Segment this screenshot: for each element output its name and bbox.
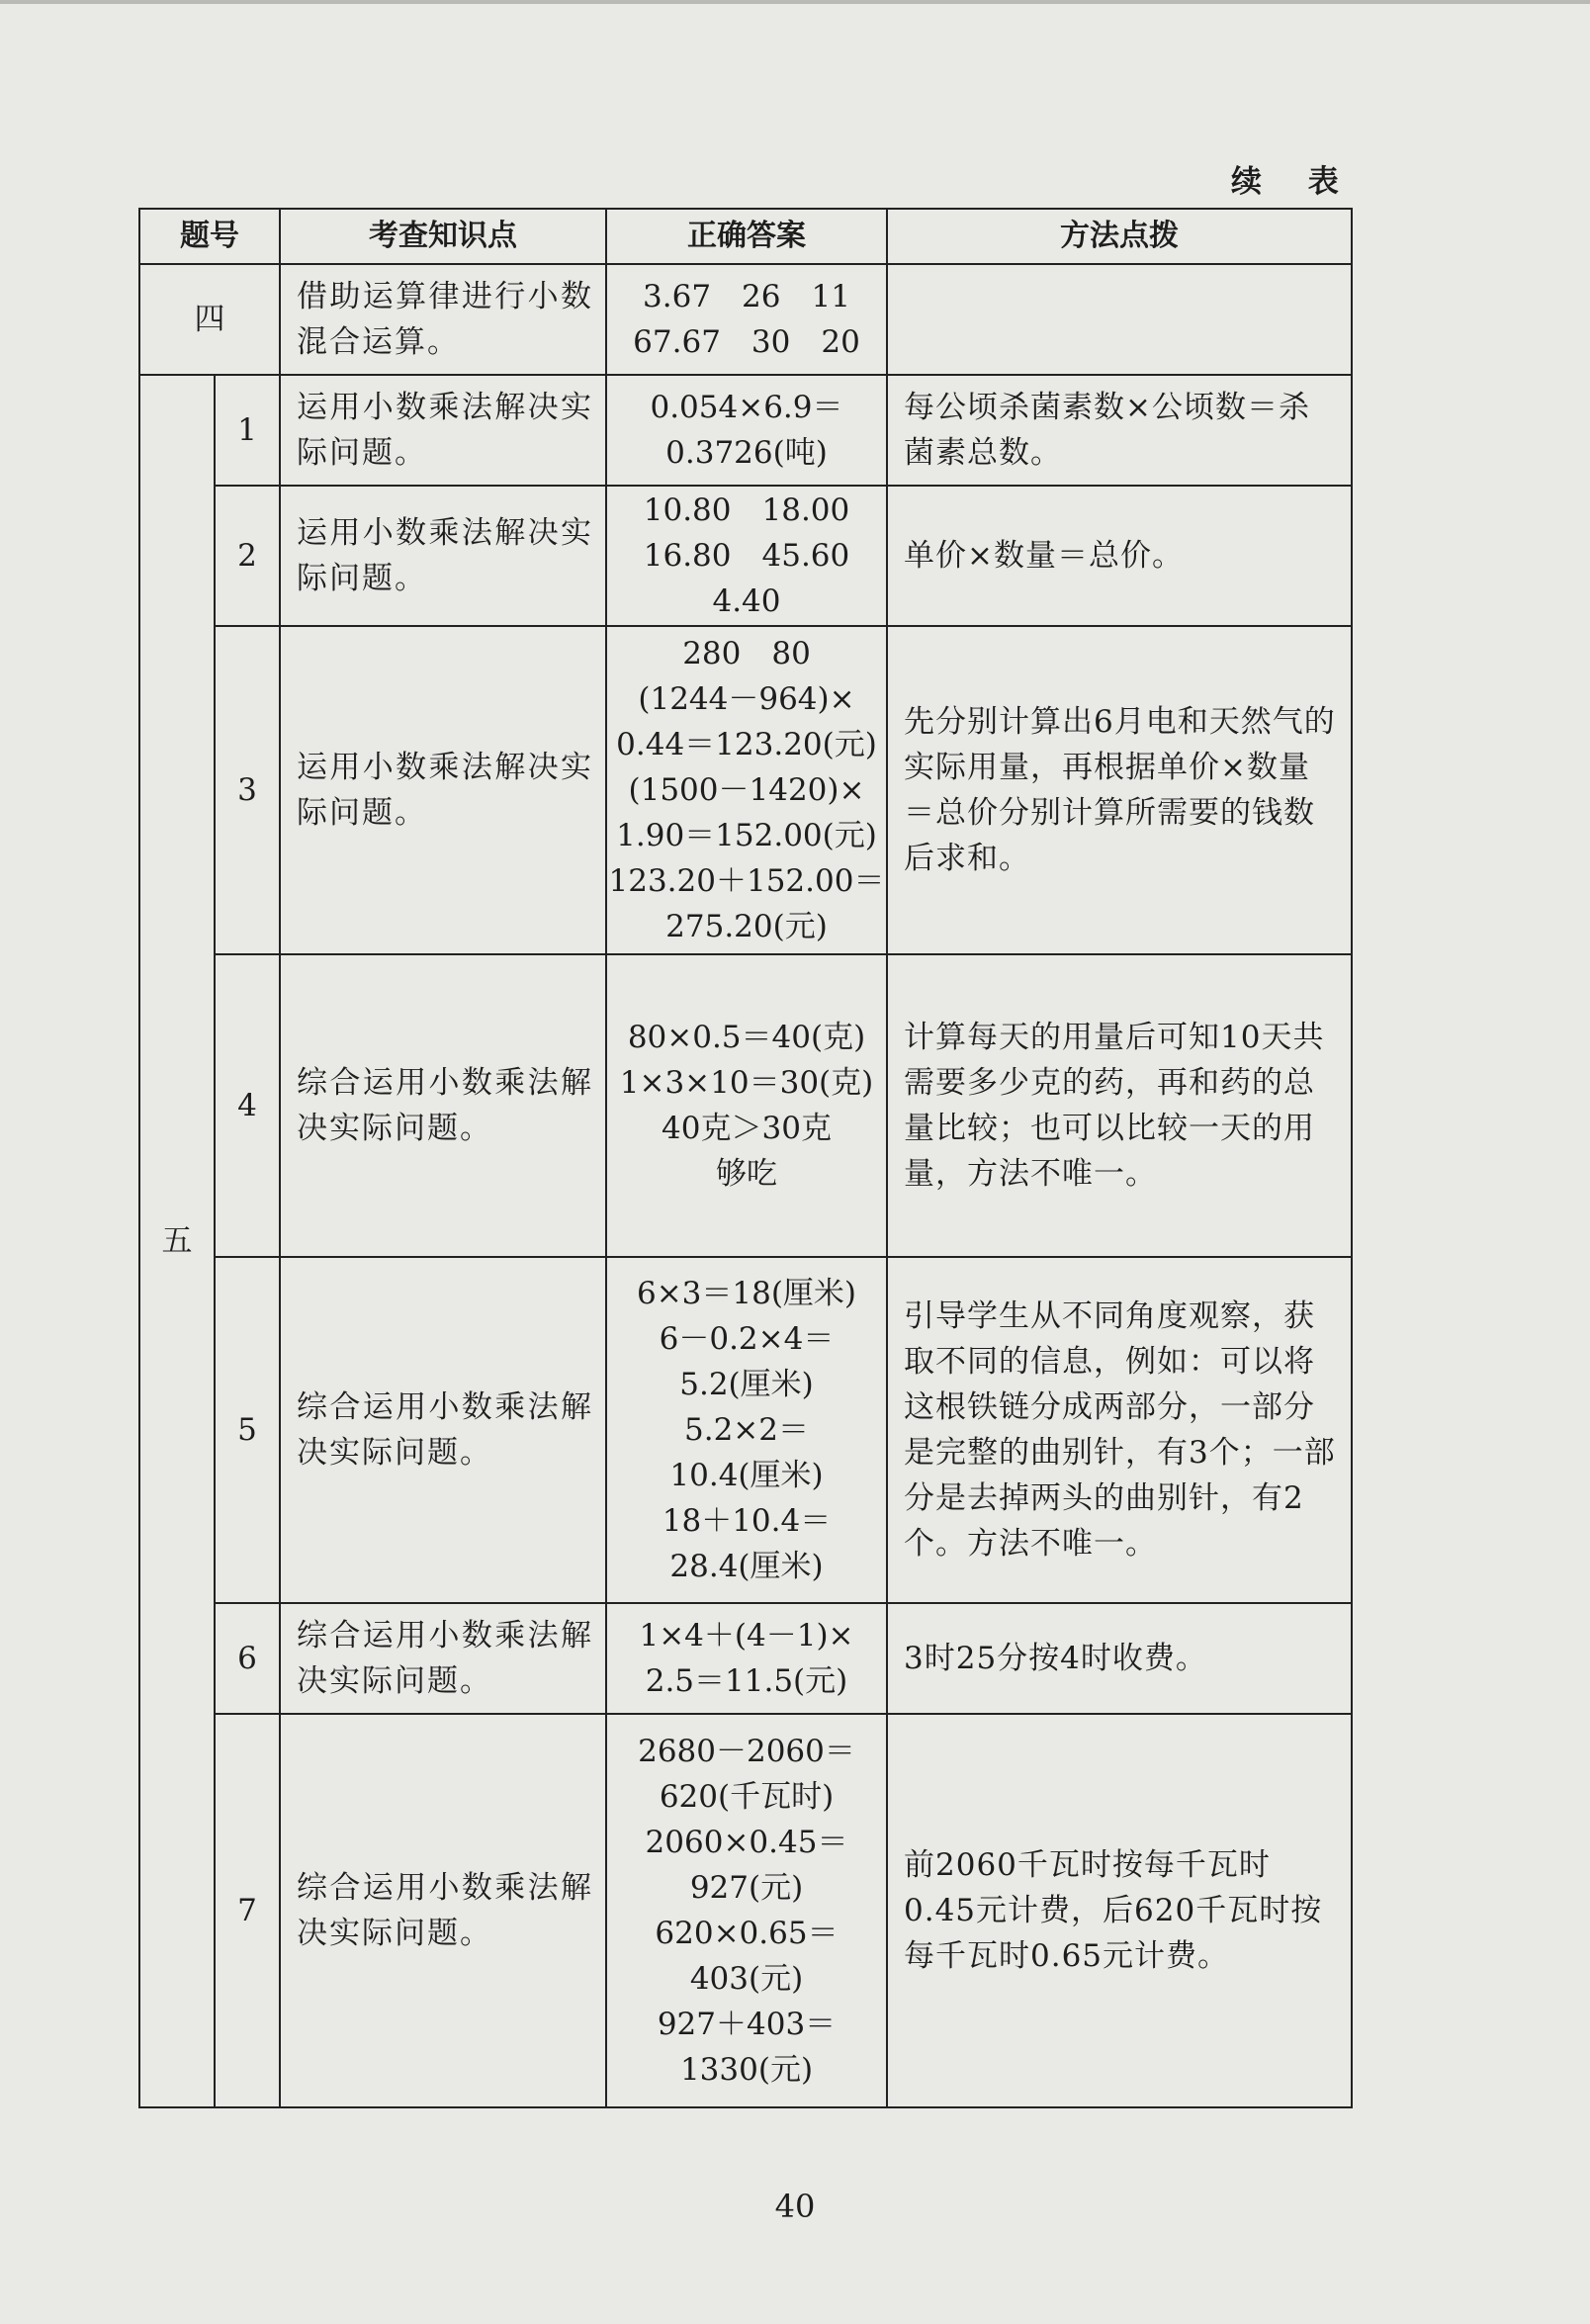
page-top-edge xyxy=(0,0,1590,4)
question-number: 5 xyxy=(215,1257,280,1603)
table-row-four xyxy=(139,264,1352,375)
answer-line: 1×3×10＝30(克) xyxy=(619,1065,874,1101)
tip-cell: 单价×数量＝总价。 xyxy=(887,486,1352,626)
answer-line: 403(元) xyxy=(689,1961,804,1997)
answer-cell xyxy=(606,264,887,375)
answer-line: 275.20(元) xyxy=(665,909,828,944)
header-knowledge: 考查知识点 xyxy=(280,209,606,264)
answer-line: 620(千瓦时) xyxy=(659,1779,835,1815)
answer-line: 4.40 xyxy=(712,583,781,619)
answer-cell xyxy=(606,1257,887,1603)
answer-line: 1.90＝152.00(元) xyxy=(616,818,877,853)
answer-line: 6×3＝18(厘米) xyxy=(636,1276,857,1311)
knowledge-cell: 运用小数乘法解决实际问题。 xyxy=(280,486,606,626)
answer-line: 3.67 26 11 xyxy=(643,279,850,314)
answer-line: 280 80 xyxy=(682,636,811,671)
answer-cell xyxy=(606,375,887,486)
answer-line: 123.20＋152.00＝ xyxy=(608,863,885,899)
question-number: 2 xyxy=(215,486,280,626)
answer-line: 0.3726(吨) xyxy=(665,435,828,471)
answer-line: 40克＞30克 xyxy=(662,1111,832,1146)
answer-line: 2060×0.45＝ xyxy=(645,1825,848,1860)
answer-line: 67.67 30 20 xyxy=(633,324,860,360)
answer-line: (1500－1420)× xyxy=(628,772,865,808)
knowledge-cell: 运用小数乘法解决实际问题。 xyxy=(280,626,606,954)
answer-cell xyxy=(606,486,887,626)
answer-line: 927＋403＝ xyxy=(657,2007,837,2042)
answer-line: (1244－964)× xyxy=(638,681,855,717)
answer-cell xyxy=(606,954,887,1257)
answer-line: 1×4＋(4－1)× xyxy=(639,1618,854,1654)
table-header-row xyxy=(139,209,1352,264)
table-row xyxy=(139,1714,1352,2107)
tip-cell: 计算每天的用量后可知10天共需要多少克的药，再和药的总量比较；也可以比较一天的用量，方法不唯一。 xyxy=(887,954,1352,1257)
header-answer: 正确答案 xyxy=(606,209,887,264)
table-row xyxy=(139,626,1352,954)
knowledge-cell: 综合运用小数乘法解决实际问题。 xyxy=(280,1714,606,2107)
answer-line: 28.4(厘米) xyxy=(669,1549,824,1584)
answer-line: 够吃 xyxy=(716,1156,777,1192)
header-tip: 方法点拨 xyxy=(887,209,1352,264)
answer-line: 927(元) xyxy=(689,1870,804,1906)
page-number: 40 xyxy=(774,2188,816,2225)
tip-cell xyxy=(887,264,1352,375)
answer-line: 10.4(厘米) xyxy=(669,1458,824,1493)
answer-cell xyxy=(606,626,887,954)
section-label-four: 四 xyxy=(139,264,280,375)
tip-cell: 引导学生从不同角度观察，获取不同的信息，例如：可以将这根铁链分成两部分，一部分是完整的曲别针，有3个；一部分是去掉两头的曲别针，有2个。方法不唯一。 xyxy=(887,1257,1352,1603)
knowledge-cell: 借助运算律进行小数混合运算。 xyxy=(280,264,606,375)
answer-line: 2.5＝11.5(元) xyxy=(645,1663,848,1699)
knowledge-cell: 运用小数乘法解决实际问题。 xyxy=(280,375,606,486)
header-question-no: 题号 xyxy=(139,209,280,264)
knowledge-cell: 综合运用小数乘法解决实际问题。 xyxy=(280,1603,606,1714)
table-row xyxy=(139,954,1352,1257)
answer-line: 620×0.65＝ xyxy=(655,1916,839,1951)
tip-cell: 前2060千瓦时按每千瓦时0.45元计费，后620千瓦时按每千瓦时0.65元计费。 xyxy=(887,1714,1352,2107)
question-number: 7 xyxy=(215,1714,280,2107)
answer-cell xyxy=(606,1714,887,2107)
answer-line: 5.2×2＝ xyxy=(684,1412,809,1448)
tip-cell: 3时25分按4时收费。 xyxy=(887,1603,1352,1714)
answer-line: 6－0.2×4＝ xyxy=(659,1321,835,1357)
answer-line: 16.80 45.60 xyxy=(643,538,850,574)
table-row xyxy=(139,1603,1352,1714)
table-row xyxy=(139,486,1352,626)
question-number: 6 xyxy=(215,1603,280,1714)
section-label-five: 五 xyxy=(139,375,215,2107)
answer-line: 2680－2060＝ xyxy=(638,1734,855,1769)
tip-cell: 每公顷杀菌素数×公顷数＝杀菌素总数。 xyxy=(887,375,1352,486)
answer-table xyxy=(138,208,1353,2108)
answer-cell xyxy=(606,1603,887,1714)
answer-line: 10.80 18.00 xyxy=(643,492,850,528)
answer-line: 0.44＝123.20(元) xyxy=(616,727,877,762)
answer-line: 5.2(厘米) xyxy=(679,1367,814,1402)
tip-cell: 先分别计算出6月电和天然气的实际用量，再根据单价×数量＝总价分别计算所需要的钱数后求和。 xyxy=(887,626,1352,954)
table-row xyxy=(139,375,1352,486)
table-row xyxy=(139,1257,1352,1603)
question-number: 1 xyxy=(215,375,280,486)
question-number: 3 xyxy=(215,626,280,954)
question-number: 4 xyxy=(215,954,280,1257)
answer-line: 1330(元) xyxy=(679,2052,814,2088)
answer-line: 18＋10.4＝ xyxy=(662,1503,832,1539)
answer-line: 0.054×6.9＝ xyxy=(650,390,843,425)
knowledge-cell: 综合运用小数乘法解决实际问题。 xyxy=(280,1257,606,1603)
answer-line: 80×0.5＝40(克) xyxy=(627,1020,866,1055)
knowledge-cell: 综合运用小数乘法解决实际问题。 xyxy=(280,954,606,1257)
continued-label: 续 表 xyxy=(1231,164,1357,200)
